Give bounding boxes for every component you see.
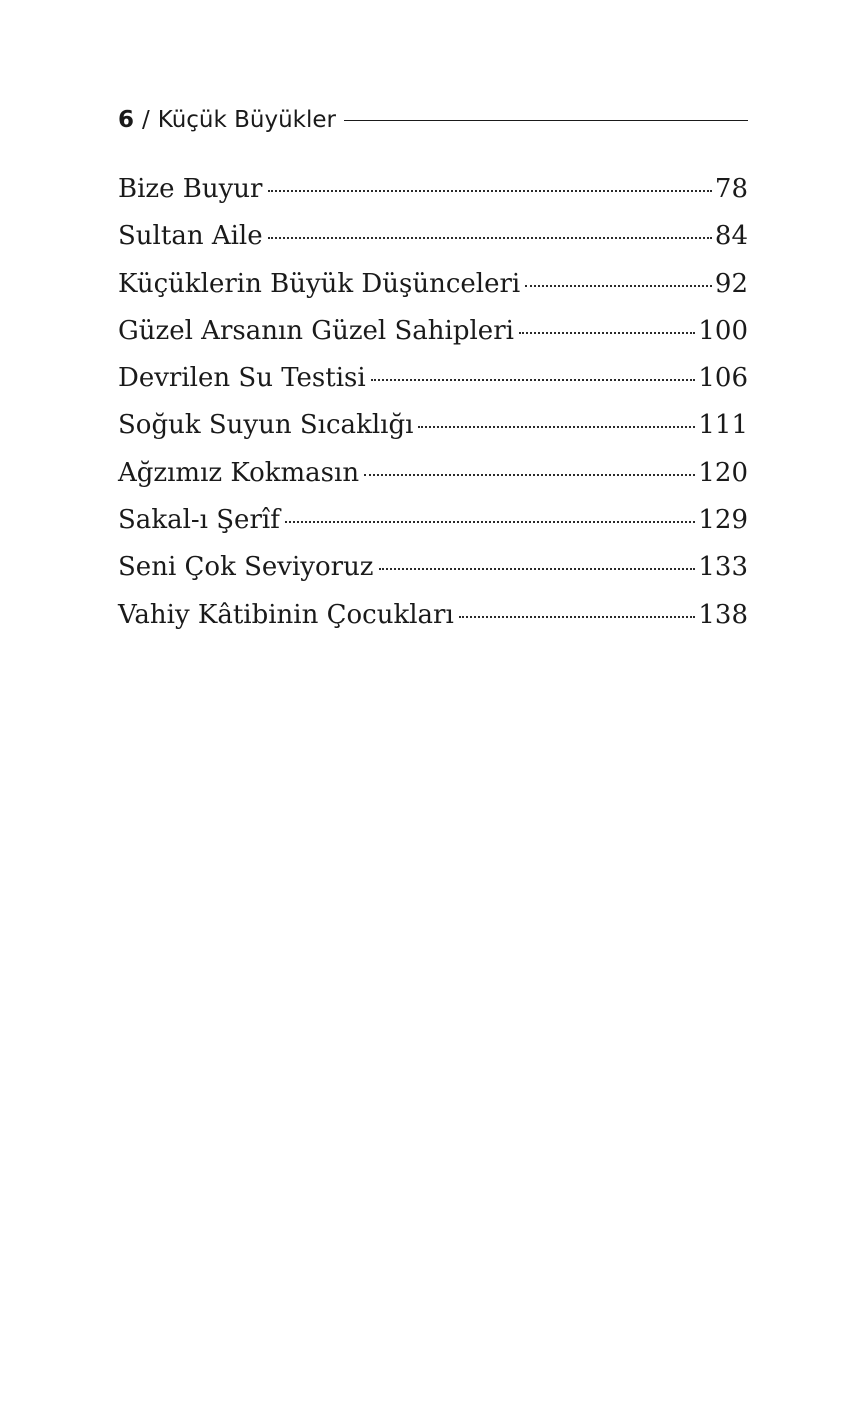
toc-entry-page: 100 [698, 315, 748, 346]
toc-entry [118, 213, 748, 260]
dot-leader [379, 568, 696, 570]
book-title: Küçük Büyükler [157, 107, 336, 133]
header-separator: / [142, 107, 150, 133]
dot-leader [459, 616, 696, 618]
toc-entry [118, 308, 748, 355]
dot-leader [285, 521, 696, 523]
toc-entry-page: 92 [714, 268, 748, 299]
toc-entry [118, 402, 748, 449]
toc-entry-title: Seni Çok Seviyoruz [118, 552, 374, 583]
toc-entry-title: Soğuk Suyun Sıcaklığı [118, 410, 414, 441]
toc-entry-title: Vahiy Kâtibinin Çocukları [118, 599, 454, 630]
toc-entry [118, 450, 748, 497]
toc-entry [118, 544, 748, 591]
page-number: 6 [118, 107, 135, 133]
toc-entry-title: Devrilen Su Testisi [118, 363, 366, 394]
toc-entry-page: 129 [698, 505, 748, 536]
toc-entry-page: 133 [698, 552, 748, 583]
toc-entry [118, 355, 748, 402]
toc-entry [118, 166, 748, 213]
toc-entry [118, 261, 748, 308]
toc-entry-page: 120 [698, 457, 748, 488]
toc-entry-title: Güzel Arsanın Güzel Sahipleri [118, 315, 514, 346]
toc-entry-page: 138 [698, 599, 748, 630]
toc-entry [118, 592, 748, 639]
dot-leader [371, 379, 696, 381]
table-of-contents [118, 166, 748, 639]
dot-leader [364, 474, 695, 476]
dot-leader [525, 285, 712, 287]
header-rule [344, 120, 748, 121]
dot-leader [519, 332, 695, 334]
dot-leader [268, 237, 712, 239]
toc-entry-title: Küçüklerin Büyük Düşünceleri [118, 268, 521, 299]
toc-entry-page: 106 [698, 363, 748, 394]
toc-entry-page: 84 [714, 221, 748, 252]
toc-entry-title: Ağzımız Kokmasın [118, 457, 360, 488]
running-header [118, 104, 748, 136]
toc-entry-title: Sultan Aile [118, 221, 263, 252]
toc-entry-page: 78 [714, 174, 748, 204]
toc-entry [118, 497, 748, 544]
dot-leader [418, 426, 695, 428]
dot-leader [268, 190, 712, 192]
toc-entry-page: 111 [698, 410, 748, 441]
toc-entry-title: Sakal-ı Şerîf [118, 505, 280, 536]
toc-entry-title: Bize Buyur [118, 174, 263, 204]
